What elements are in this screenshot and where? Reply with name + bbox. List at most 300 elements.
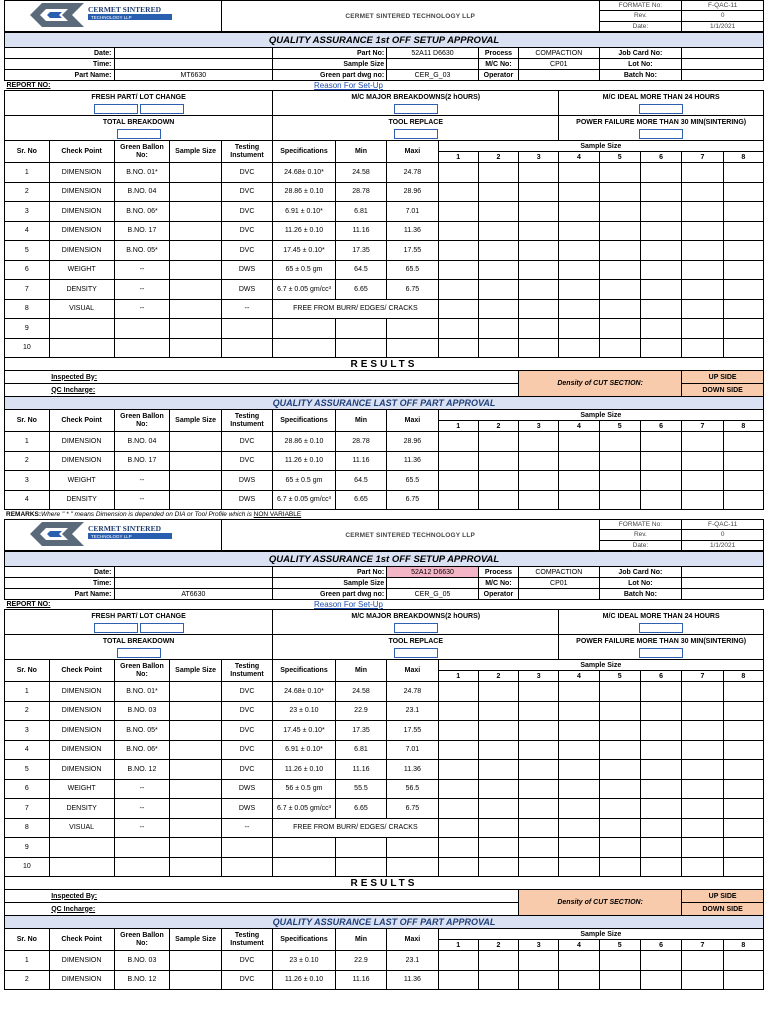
sample-cell[interactable] <box>438 740 478 760</box>
sample-cell[interactable] <box>478 740 518 760</box>
sample-cell[interactable] <box>723 432 763 452</box>
setup-title: QUALITY ASSURANCE 1st OFF SETUP APPROVAL <box>5 552 764 567</box>
sample-cell[interactable] <box>640 241 681 261</box>
col-sample-6: 6 <box>640 671 681 682</box>
sample-cell[interactable] <box>723 838 763 858</box>
sample-cell[interactable] <box>599 779 640 799</box>
sample-cell[interactable] <box>599 682 640 702</box>
sample-cell[interactable] <box>723 857 763 877</box>
sample-cell[interactable] <box>723 682 763 702</box>
sample-cell[interactable] <box>559 451 599 471</box>
sample-cell[interactable] <box>559 241 599 261</box>
qc-incharge-field[interactable] <box>170 384 387 397</box>
sample-cell[interactable] <box>559 799 599 819</box>
sample-cell[interactable] <box>438 163 478 183</box>
logo-text: CERMET SINTERED <box>87 5 161 14</box>
sample-cell[interactable] <box>640 701 681 721</box>
total-breakdown-checkbox[interactable] <box>117 648 161 658</box>
sample-cell[interactable] <box>599 760 640 780</box>
sample-cell[interactable] <box>640 818 681 838</box>
sample-cell[interactable] <box>438 721 478 741</box>
sample-cell[interactable] <box>559 202 599 222</box>
sample-cell[interactable] <box>682 970 723 990</box>
sample-cell[interactable] <box>640 682 681 702</box>
sample-cell[interactable] <box>723 701 763 721</box>
sample-cell[interactable] <box>519 280 559 300</box>
sample-cell[interactable] <box>478 202 518 222</box>
sample-cell[interactable] <box>559 721 599 741</box>
power-failure-checkbox[interactable] <box>639 129 683 139</box>
table-row: 6 WEIGHT -- DWS 56 ± 0.5 gm 55.5 56.5 <box>5 779 764 799</box>
sample-cell[interactable] <box>478 451 518 471</box>
col-balloon: Green Ballon No: <box>114 929 170 951</box>
reason-link[interactable]: Reason For Set-Up <box>314 81 383 90</box>
sample-cell[interactable] <box>640 432 681 452</box>
col-sample-8: 8 <box>723 152 763 163</box>
batch-no-field[interactable] <box>682 589 764 600</box>
sample-cell[interactable] <box>682 818 723 838</box>
sample-cell[interactable] <box>519 471 559 491</box>
sample-cell[interactable] <box>640 202 681 222</box>
lot-no-field[interactable] <box>682 59 764 70</box>
part-name-value: MT6630 <box>114 70 273 81</box>
sample-cell[interactable] <box>478 221 518 241</box>
sample-cell[interactable] <box>640 779 681 799</box>
sample-cell[interactable] <box>599 241 640 261</box>
sample-cell[interactable] <box>599 471 640 491</box>
sample-cell[interactable] <box>478 779 518 799</box>
table-row: 4 DIMENSION B.NO. 06* DVC 6.91 ± 0.10* 6.81 7.01 <box>5 740 764 760</box>
col-testing: Testing Instument <box>221 929 272 951</box>
table-row: 2 DIMENSION B.NO. 17 DVC 11.26 ± 0.10 11.16 11.36 <box>5 451 764 471</box>
sample-cell[interactable] <box>723 779 763 799</box>
sample-cell[interactable] <box>478 490 518 510</box>
sample-cell[interactable] <box>682 221 723 241</box>
sample-cell[interactable] <box>599 202 640 222</box>
sample-cell[interactable] <box>559 779 599 799</box>
sample-cell[interactable] <box>438 682 478 702</box>
sample-cell[interactable] <box>640 163 681 183</box>
col-max: Maxi <box>387 660 438 682</box>
inspected-by-field[interactable] <box>170 371 387 384</box>
sample-cell[interactable] <box>723 163 763 183</box>
sample-cell[interactable] <box>559 740 599 760</box>
sample-cell[interactable] <box>723 182 763 202</box>
sample-cell[interactable] <box>640 338 681 358</box>
sample-cell[interactable] <box>478 299 518 319</box>
sample-cell[interactable] <box>559 838 599 858</box>
sample-cell[interactable] <box>519 338 559 358</box>
col-max: Maxi <box>387 410 438 432</box>
col-spec: Specifications <box>273 929 336 951</box>
col-min: Min <box>335 141 386 163</box>
sample-cell[interactable] <box>559 432 599 452</box>
sample-cell[interactable] <box>640 451 681 471</box>
job-card-field[interactable] <box>682 567 764 578</box>
lot-change-checkbox[interactable] <box>140 623 184 633</box>
sample-cell[interactable] <box>519 779 559 799</box>
sample-cell[interactable] <box>640 799 681 819</box>
sample-cell[interactable] <box>438 241 478 261</box>
sample-cell[interactable] <box>478 432 518 452</box>
col-sample-8: 8 <box>723 421 763 432</box>
sample-cell[interactable] <box>478 163 518 183</box>
sample-cell[interactable] <box>559 299 599 319</box>
sample-cell[interactable] <box>519 221 559 241</box>
qc-incharge-field[interactable] <box>170 903 387 916</box>
power-failure-checkbox[interactable] <box>639 648 683 658</box>
col-min: Min <box>335 410 386 432</box>
sample-cell[interactable] <box>682 701 723 721</box>
sample-cell[interactable] <box>438 760 478 780</box>
sample-cell[interactable] <box>599 299 640 319</box>
sample-cell[interactable] <box>438 260 478 280</box>
sample-cell[interactable] <box>723 799 763 819</box>
density-cut-label: Density of CUT SECTION: <box>519 371 682 397</box>
ideal-checkbox[interactable] <box>639 623 683 633</box>
col-sample-size-group: Sample Size <box>438 410 763 421</box>
remarks-table <box>4 510 764 519</box>
sample-cell[interactable] <box>682 760 723 780</box>
sample-cell[interactable] <box>478 970 518 990</box>
sample-cell[interactable] <box>438 818 478 838</box>
date-field[interactable] <box>114 48 273 59</box>
sample-cell[interactable] <box>682 241 723 261</box>
sample-cell[interactable] <box>682 682 723 702</box>
part-no-value: 52A12 D6630 <box>387 567 479 578</box>
remarks-line: REMARKS:Where " * " means Dimension is depended on DIA or Tool Profile which is NON VARIABLE <box>6 511 302 518</box>
sample-cell[interactable] <box>478 260 518 280</box>
sample-cell[interactable] <box>723 202 763 222</box>
last-off-title: QUALITY ASSURANCE LAST OFF PART APPROVAL <box>5 916 764 929</box>
sample-cell[interactable] <box>478 701 518 721</box>
sample-cell[interactable] <box>478 818 518 838</box>
sample-cell[interactable] <box>559 319 599 339</box>
sample-cell[interactable] <box>519 838 559 858</box>
breakdown-checkbox[interactable] <box>394 104 438 114</box>
col-sample-6: 6 <box>640 940 681 951</box>
sample-cell[interactable] <box>519 451 559 471</box>
time-field[interactable] <box>114 59 273 70</box>
sample-cell[interactable] <box>682 319 723 339</box>
table-row: 10 <box>5 338 764 358</box>
sample-cell[interactable] <box>640 490 681 510</box>
sample-cell[interactable] <box>599 260 640 280</box>
sample-cell[interactable] <box>682 490 723 510</box>
sample-cell[interactable] <box>682 432 723 452</box>
job-card-field[interactable] <box>682 48 764 59</box>
sample-cell[interactable] <box>640 970 681 990</box>
sample-cell[interactable] <box>559 701 599 721</box>
sample-cell[interactable] <box>438 319 478 339</box>
sample-cell[interactable] <box>640 471 681 491</box>
table-row: 3 DIMENSION B.NO. 06* DVC 6.91 ± 0.10* 6.81 7.01 <box>5 202 764 222</box>
sample-cell[interactable] <box>519 241 559 261</box>
sample-cell[interactable] <box>682 799 723 819</box>
sample-cell[interactable] <box>599 451 640 471</box>
sample-cell[interactable] <box>599 338 640 358</box>
col-sample-2: 2 <box>478 421 518 432</box>
sample-cell[interactable] <box>682 182 723 202</box>
col-sr: Sr. No <box>5 410 50 432</box>
sample-cell[interactable] <box>519 299 559 319</box>
col-check: Check Point <box>49 141 114 163</box>
inspected-by-field[interactable] <box>170 890 387 903</box>
sample-cell[interactable] <box>478 857 518 877</box>
sample-cell[interactable] <box>478 760 518 780</box>
fresh-part-checkbox[interactable] <box>94 104 138 114</box>
sample-cell[interactable] <box>438 432 478 452</box>
table-row: 1 DIMENSION B.NO. 01* DVC 24.68± 0.10* 24.58 24.78 <box>5 682 764 702</box>
sample-cell[interactable] <box>438 951 478 971</box>
company-logo-icon <box>28 520 198 548</box>
sample-cell[interactable] <box>519 740 559 760</box>
sample-cell[interactable] <box>438 970 478 990</box>
sample-cell[interactable] <box>682 451 723 471</box>
logo <box>5 1 222 32</box>
sample-cell[interactable] <box>682 951 723 971</box>
sample-cell[interactable] <box>640 182 681 202</box>
sample-cell[interactable] <box>478 721 518 741</box>
col-sample-7: 7 <box>682 671 723 682</box>
col-sample-7: 7 <box>682 152 723 163</box>
sample-cell[interactable] <box>478 182 518 202</box>
logo-text: CERMET SINTERED <box>87 524 161 533</box>
sample-cell[interactable] <box>723 280 763 300</box>
sample-cell[interactable] <box>559 182 599 202</box>
sample-cell[interactable] <box>599 740 640 760</box>
sample-cell[interactable] <box>519 432 559 452</box>
sample-cell[interactable] <box>519 202 559 222</box>
sample-cell[interactable] <box>438 838 478 858</box>
sample-cell[interactable] <box>559 818 599 838</box>
sample-cell[interactable] <box>438 857 478 877</box>
sample-cell[interactable] <box>599 280 640 300</box>
sample-cell[interactable] <box>478 682 518 702</box>
sample-cell[interactable] <box>559 338 599 358</box>
sample-cell[interactable] <box>723 241 763 261</box>
sample-cell[interactable] <box>599 818 640 838</box>
sample-cell[interactable] <box>640 319 681 339</box>
sample-cell[interactable] <box>682 779 723 799</box>
table-row: 3 DIMENSION B.NO. 05* DVC 17.45 ± 0.10* 17.35 17.55 <box>5 721 764 741</box>
col-sample-size: Sample Size <box>170 929 221 951</box>
batch-no-field[interactable] <box>682 70 764 81</box>
sample-cell[interactable] <box>723 490 763 510</box>
sample-cell[interactable] <box>519 490 559 510</box>
sample-cell[interactable] <box>640 721 681 741</box>
sample-cell[interactable] <box>682 471 723 491</box>
sample-cell[interactable] <box>559 951 599 971</box>
sample-cell[interactable] <box>478 951 518 971</box>
sample-cell[interactable] <box>723 319 763 339</box>
table-row: 2 DIMENSION B.NO. 04 DVC 28.86 ± 0.10 28.78 28.96 <box>5 182 764 202</box>
sample-cell[interactable] <box>519 182 559 202</box>
sample-cell[interactable] <box>599 799 640 819</box>
fresh-part-checkbox[interactable] <box>94 623 138 633</box>
sample-cell[interactable] <box>599 701 640 721</box>
sample-cell[interactable] <box>640 260 681 280</box>
sample-cell[interactable] <box>682 202 723 222</box>
sample-cell[interactable] <box>640 221 681 241</box>
breakdown-checkbox[interactable] <box>394 623 438 633</box>
sample-cell[interactable] <box>640 740 681 760</box>
sample-cell[interactable] <box>438 221 478 241</box>
sample-cell[interactable] <box>599 432 640 452</box>
sample-cell[interactable] <box>682 338 723 358</box>
sample-cell[interactable] <box>682 838 723 858</box>
sample-cell[interactable] <box>438 299 478 319</box>
ideal-checkbox[interactable] <box>639 104 683 114</box>
sample-cell[interactable] <box>640 299 681 319</box>
lot-no-field[interactable] <box>682 578 764 589</box>
sample-cell[interactable] <box>438 451 478 471</box>
sample-cell[interactable] <box>682 260 723 280</box>
reason-link[interactable]: Reason For Set-Up <box>314 600 383 609</box>
sample-cell[interactable] <box>519 857 559 877</box>
tool-replace-checkbox[interactable] <box>394 129 438 139</box>
sample-cell[interactable] <box>599 951 640 971</box>
sample-cell[interactable] <box>478 338 518 358</box>
sample-cell[interactable] <box>723 299 763 319</box>
results-heading: RESULTS <box>5 877 764 890</box>
sample-cell[interactable] <box>438 182 478 202</box>
sample-cell[interactable] <box>478 319 518 339</box>
sample-cell[interactable] <box>519 260 559 280</box>
col-balloon: Green Ballon No: <box>114 141 170 163</box>
sample-cell[interactable] <box>438 338 478 358</box>
sample-cell[interactable] <box>559 760 599 780</box>
sample-cell[interactable] <box>723 760 763 780</box>
table-row: 5 DIMENSION B.NO. 12 DVC 11.26 ± 0.10 11.16 11.36 <box>5 760 764 780</box>
date-field[interactable] <box>114 567 273 578</box>
col-sample-4: 4 <box>559 152 599 163</box>
report-no-label: REPORT NO: <box>6 82 51 89</box>
logo-subtext: TECHNOLOGY LLP <box>90 15 132 20</box>
sample-cell[interactable] <box>438 280 478 300</box>
sample-cell[interactable] <box>723 721 763 741</box>
sample-cell[interactable] <box>438 202 478 222</box>
sample-cell[interactable] <box>478 280 518 300</box>
up-side-label: UP SIDE <box>682 371 764 384</box>
sample-cell[interactable] <box>723 451 763 471</box>
sample-cell[interactable] <box>723 970 763 990</box>
sample-cell[interactable] <box>519 799 559 819</box>
sample-cell[interactable] <box>723 221 763 241</box>
sample-cell[interactable] <box>478 471 518 491</box>
sample-cell[interactable] <box>640 280 681 300</box>
sample-cell[interactable] <box>682 280 723 300</box>
sample-cell[interactable] <box>559 490 599 510</box>
sample-cell[interactable] <box>599 490 640 510</box>
sample-cell[interactable] <box>519 701 559 721</box>
sample-cell[interactable] <box>723 818 763 838</box>
up-side-label: UP SIDE <box>682 890 764 903</box>
sample-cell[interactable] <box>599 970 640 990</box>
density-cut-label: Density of CUT SECTION: <box>519 890 682 916</box>
sample-cell[interactable] <box>682 857 723 877</box>
col-sample-4: 4 <box>559 940 599 951</box>
sample-cell[interactable] <box>723 260 763 280</box>
sample-cell[interactable] <box>723 740 763 760</box>
sample-cell[interactable] <box>682 299 723 319</box>
sample-cell[interactable] <box>559 163 599 183</box>
company-logo-icon <box>28 1 198 29</box>
sample-cell[interactable] <box>559 260 599 280</box>
sample-cell[interactable] <box>682 163 723 183</box>
sample-cell[interactable] <box>519 818 559 838</box>
lot-change-checkbox[interactable] <box>140 104 184 114</box>
sample-cell[interactable] <box>723 338 763 358</box>
sample-cell[interactable] <box>599 721 640 741</box>
sample-cell[interactable] <box>682 721 723 741</box>
tool-replace-checkbox[interactable] <box>394 648 438 658</box>
sample-cell[interactable] <box>438 779 478 799</box>
sample-cell[interactable] <box>438 471 478 491</box>
sample-cell[interactable] <box>559 682 599 702</box>
col-sample-4: 4 <box>559 421 599 432</box>
sample-cell[interactable] <box>438 799 478 819</box>
sample-cell[interactable] <box>519 951 559 971</box>
table-row: 1 DIMENSION B.NO. 04 DVC 28.86 ± 0.10 28.78 28.96 <box>5 432 764 452</box>
part-no-value: 52A11 D6630 <box>387 48 479 59</box>
table-row: 9 <box>5 838 764 858</box>
sample-cell[interactable] <box>599 857 640 877</box>
col-sample-size-group: Sample Size <box>438 660 763 671</box>
sample-cell[interactable] <box>599 163 640 183</box>
sample-cell[interactable] <box>519 682 559 702</box>
col-sample-5: 5 <box>599 940 640 951</box>
sample-cell[interactable] <box>559 857 599 877</box>
sample-cell[interactable] <box>599 838 640 858</box>
sample-cell[interactable] <box>519 319 559 339</box>
sample-cell[interactable] <box>559 970 599 990</box>
col-sample-size: Sample Size <box>170 410 221 432</box>
sample-cell[interactable] <box>559 471 599 491</box>
sample-cell[interactable] <box>478 241 518 261</box>
sample-cell[interactable] <box>519 163 559 183</box>
sample-cell[interactable] <box>519 760 559 780</box>
sample-cell[interactable] <box>640 838 681 858</box>
sample-cell[interactable] <box>682 740 723 760</box>
sample-cell[interactable] <box>519 721 559 741</box>
sample-cell[interactable] <box>599 182 640 202</box>
last-off-title: QUALITY ASSURANCE LAST OFF PART APPROVAL <box>5 397 764 410</box>
sample-cell[interactable] <box>599 221 640 241</box>
table-row: 6 WEIGHT -- DWS 65 ± 0.5 gm 64.5 65.5 <box>5 260 764 280</box>
time-field[interactable] <box>114 578 273 589</box>
sample-cell[interactable] <box>599 319 640 339</box>
sample-cell[interactable] <box>559 280 599 300</box>
col-sample-2: 2 <box>478 940 518 951</box>
sample-cell[interactable] <box>640 857 681 877</box>
col-check: Check Point <box>49 410 114 432</box>
table-row: 1 DIMENSION B.NO. 03 DVC 23 ± 0.10 22.9 23.1 <box>5 951 764 971</box>
sample-cell[interactable] <box>478 799 518 819</box>
sample-cell[interactable] <box>519 970 559 990</box>
total-breakdown-checkbox[interactable] <box>117 129 161 139</box>
sample-cell[interactable] <box>438 490 478 510</box>
sample-cell[interactable] <box>640 760 681 780</box>
sample-cell[interactable] <box>438 701 478 721</box>
company-name: CERMET SINTERED TECHNOLOGY LLP <box>221 520 599 551</box>
sample-cell[interactable] <box>478 838 518 858</box>
sample-cell[interactable] <box>723 951 763 971</box>
setup-title: QUALITY ASSURANCE 1st OFF SETUP APPROVAL <box>5 33 764 48</box>
sample-cell[interactable] <box>640 951 681 971</box>
sample-cell[interactable] <box>559 221 599 241</box>
sample-cell[interactable] <box>723 471 763 491</box>
